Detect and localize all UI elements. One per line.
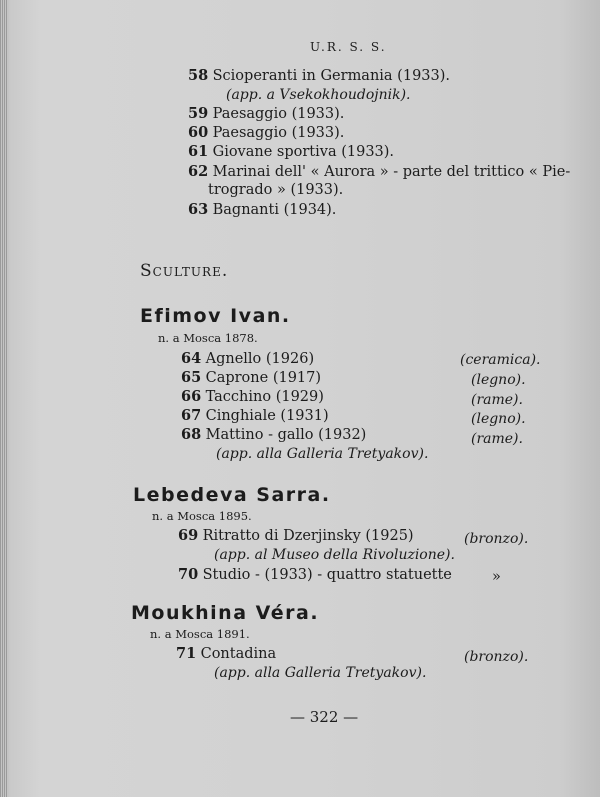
item-material: (legno). (471, 411, 526, 427)
item-number: 64 (181, 350, 202, 367)
artist-birth: n. a Mosca 1891. (150, 627, 250, 641)
item-number: 70 (178, 566, 199, 583)
list-item (178, 527, 414, 544)
item-material: (rame). (471, 431, 523, 447)
item-title: Giovane sportiva (1933). (212, 144, 395, 160)
item-title: Scioperanti in Germania (1933). (212, 68, 451, 84)
item-title: Paesaggio (1933). (212, 125, 345, 141)
item-number: 62 (188, 163, 209, 180)
list-item (188, 124, 344, 141)
item-title: Ritratto di Dzerjinsky (1925) (202, 528, 414, 544)
item-number: 60 (188, 124, 209, 141)
item-number: 63 (188, 201, 209, 218)
item-title: Mattino - gallo (1932) (205, 427, 367, 443)
item-title: Bagnanti (1934). (212, 202, 337, 218)
list-item (181, 407, 329, 424)
item-number: 69 (178, 527, 199, 544)
artist-birth: n. a Mosca 1878. (158, 331, 258, 345)
list-item (188, 163, 570, 180)
artist-name: Efimov Ivan. (140, 305, 291, 327)
item-material: (bronzo). (464, 649, 529, 665)
artist-name: Lebedeva Sarra. (133, 484, 331, 506)
item-number: 68 (181, 426, 202, 443)
item-title: Agnello (1926) (205, 351, 315, 367)
item-material: (legno). (471, 372, 526, 388)
list-item (188, 105, 344, 122)
section-title: Sculture. (140, 261, 229, 281)
list-item (181, 350, 314, 367)
item-number: 67 (181, 407, 202, 424)
item-number: 65 (181, 369, 202, 386)
item-note: (app. a Vsekokhoudojnik). (226, 87, 411, 103)
item-number: 59 (188, 105, 209, 122)
item-material: (bronzo). (464, 531, 529, 547)
item-material: » (492, 569, 501, 585)
item-title: Paesaggio (1933). (212, 106, 345, 122)
item-note: (app. alla Galleria Tretyakov). (216, 446, 429, 462)
item-number: 71 (176, 645, 197, 662)
item-title: Marinai dell' « Aurora » - parte del trittico « Pie- (212, 164, 571, 180)
item-title: Studio - (1933) - quattro statuette (202, 567, 452, 583)
page-edge (0, 0, 8, 797)
item-note: (app. al Museo della Rivoluzione). (214, 547, 455, 563)
list-item (181, 369, 321, 386)
artist-name: Moukhina Véra. (131, 602, 320, 624)
item-note: (app. alla Galleria Tretyakov). (214, 665, 427, 681)
list-item (188, 143, 394, 160)
list-item (178, 566, 452, 583)
item-number: 58 (188, 67, 209, 84)
item-material: (rame). (471, 392, 523, 408)
page-number: — 322 — (290, 708, 359, 726)
list-item (176, 645, 276, 662)
item-title: Tacchino (1929) (205, 389, 324, 405)
item-number: 61 (188, 143, 209, 160)
item-title: Cinghiale (1931) (205, 408, 329, 424)
list-item (181, 388, 324, 405)
item-material: (ceramica). (460, 352, 541, 368)
list-item (181, 426, 366, 443)
item-title: Contadina (200, 646, 277, 662)
artist-birth: n. a Mosca 1895. (152, 509, 252, 523)
item-title: Caprone (1917) (205, 370, 322, 386)
item-number: 66 (181, 388, 202, 405)
running-head: U.R. S. S. (310, 40, 387, 54)
item-continuation: trogrado » (1933). (208, 182, 344, 198)
list-item (188, 67, 450, 84)
list-item (188, 201, 336, 218)
